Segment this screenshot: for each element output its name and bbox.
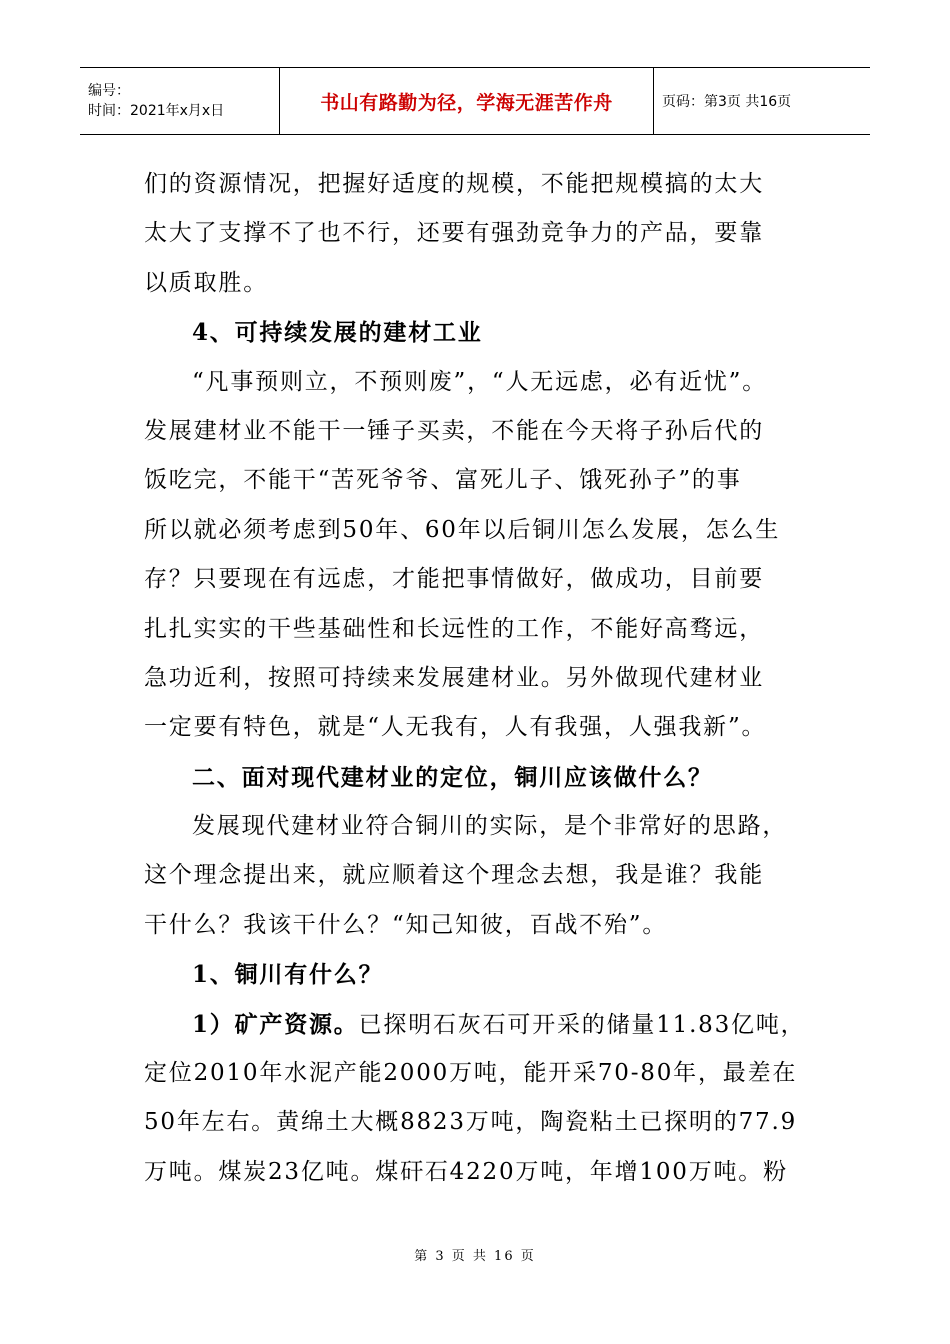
header-motto: 书山有路勤为径，学海无涯苦作舟 xyxy=(320,91,613,114)
section-heading: 4、可持续发展的建材工业 xyxy=(192,319,483,347)
paragraph-line: 们的资源情况，把握好适度的规模，不能把规模搞的太大 xyxy=(144,171,764,197)
chapter-heading: 二、面对现代建材业的定位，铜川应该做什么？ xyxy=(192,763,713,791)
doc-time-label: 时间：2021年x月x日 xyxy=(88,103,225,119)
paragraph-line: 万吨。煤炭23亿吨。煤矸石4220万吨，年增100万吨。粉 xyxy=(144,1158,788,1185)
paragraph-line xyxy=(144,1000,834,1049)
header-right-cell xyxy=(654,68,870,134)
header-page-label: 页码：第3页 共16页 xyxy=(662,94,792,110)
paragraph-line: 发展建材业不能干一锤子买卖，不能在今天将子孙后代的 xyxy=(144,417,764,444)
document-body xyxy=(144,160,834,1197)
paragraph-line: 所以就必须考虑到50年、60年以后铜川怎么发展，怎么生 xyxy=(144,516,781,543)
paragraph-line: “凡事预则立，不预则废”，“人无远虑，必有近忧”。 xyxy=(192,368,768,395)
mineral-resources-heading: 1）矿产资源。 xyxy=(192,1010,359,1038)
paragraph-line: 扎扎实实的干些基础性和长远性的工作，不能好高骛远， xyxy=(144,615,764,642)
paragraph-line: 发展现代建材业符合铜川的实际，是个非常好的思路， xyxy=(192,813,788,840)
paragraph-line: 干什么？我该干什么？“知己知彼，百战不殆”。 xyxy=(144,911,668,938)
paragraph-line: 这个理念提出来，就应顺着这个理念去想，我是谁？我能 xyxy=(144,862,764,889)
paragraph-line: 太大了支撑不了也不行，还要有强劲竞争力的产品，要靠 xyxy=(144,220,764,247)
paragraph-line: 一定要有特色，就是“人无我有，人有我强，人强我新”。 xyxy=(144,714,767,741)
paragraph-line: 定位2010年水泥产能2000万吨，能开采70-80年，最差在 xyxy=(144,1060,798,1087)
header-motto-cell xyxy=(280,68,654,134)
paragraph-line: 以质取胜。 xyxy=(144,269,268,296)
page-header xyxy=(80,67,870,135)
header-left-cell xyxy=(80,68,280,134)
paragraph-line: 饭吃完，不能干“苦死爷爷、富死儿子、饿死孙子”的事 xyxy=(144,467,742,494)
doc-number-label: 编号： xyxy=(88,83,130,99)
paragraph-line: 急功近利，按照可持续来发展建材业。另外做现代建材业 xyxy=(144,664,764,691)
page-footer: 第 3 页 共 16 页 xyxy=(414,1249,536,1264)
paragraph-line: 50年左右。黄绵土大概8823万吨，陶瓷粘土已探明的77.9 xyxy=(144,1109,798,1136)
section-heading: 1、铜川有什么？ xyxy=(192,961,384,989)
paragraph-line: 存？只要现在有远虑，才能把事情做好，做成功，目前要 xyxy=(144,566,764,593)
paragraph-text: 已探明石灰石可开采的储量11.83亿吨， xyxy=(358,1011,806,1038)
